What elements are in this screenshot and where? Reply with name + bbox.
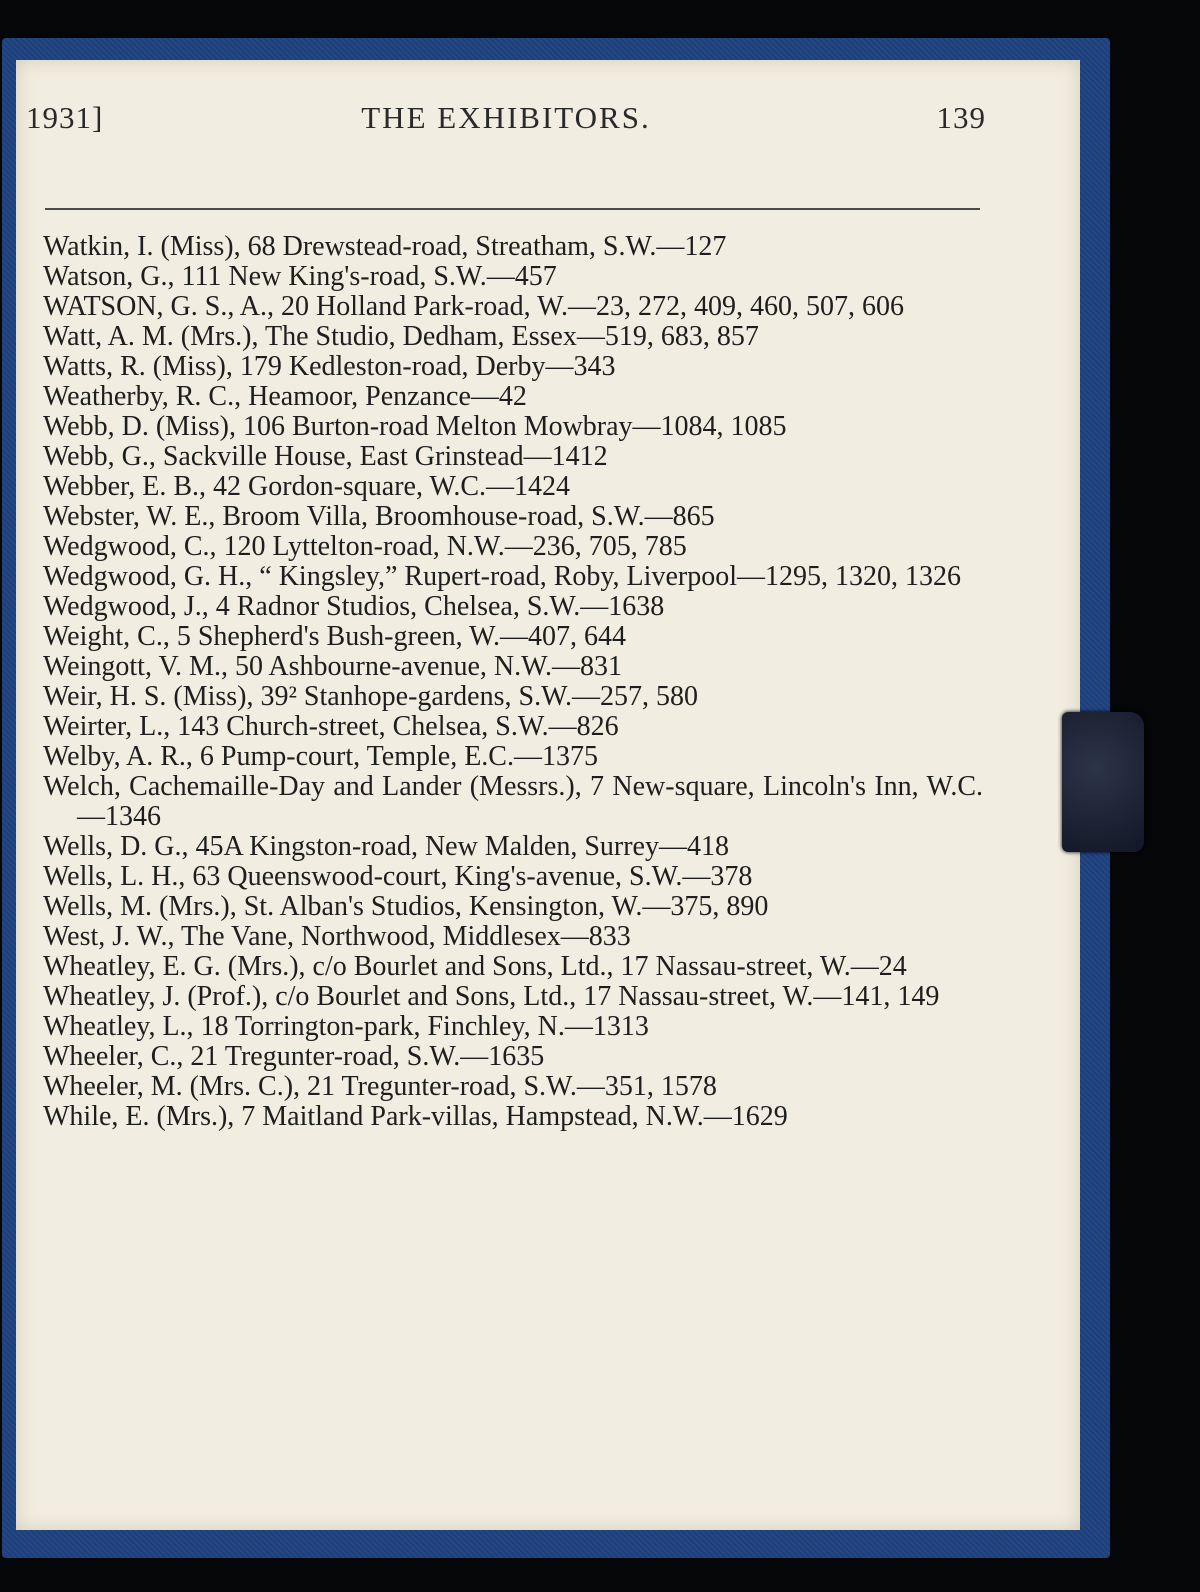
- list-item: Welby, A. R., 6 Pump-court, Temple, E.C.—1375: [43, 741, 598, 772]
- page-number: 139: [936, 100, 986, 135]
- list-item: West, J. W., The Vane, Northwood, Middlesex—833: [43, 921, 631, 952]
- header-rule: [45, 208, 980, 210]
- list-item: Wells, M. (Mrs.), St. Alban's Studios, Kensington, W.—375, 890: [43, 891, 769, 922]
- list-item: Webster, W. E., Broom Villa, Broomhouse-road, S.W.—865: [43, 501, 715, 532]
- list-item: Webb, G., Sackville House, East Grinstead—1412: [43, 441, 608, 472]
- list-item: Welch, Cachemaille-Day and Lander (Messrs.), 7 New-square, Lincoln's Inn, W.C.—1346: [43, 771, 983, 832]
- list-item: Wheatley, E. G. (Mrs.), c/o Bourlet and Sons, Ltd., 17 Nassau-street, W.—24: [43, 951, 907, 982]
- list-item: Wheatley, J. (Prof.), c/o Bourlet and Sons, Ltd., 17 Nassau-street, W.—141, 149: [43, 981, 940, 1012]
- list-item: Watson, G., 111 New King's-road, S.W.—457: [43, 261, 557, 292]
- list-item: Wheeler, C., 21 Tregunter-road, S.W.—1635: [43, 1041, 545, 1072]
- list-item: Weir, H. S. (Miss), 39² Stanhope-gardens, S.W.—257, 580: [43, 681, 698, 712]
- list-item: Wheatley, L., 18 Torrington-park, Finchley, N.—1313: [43, 1011, 649, 1042]
- list-item: Watt, A. M. (Mrs.), The Studio, Dedham, Essex—519, 683, 857: [43, 321, 759, 352]
- list-item: Wedgwood, G. H., “ Kingsley,” Rupert-road, Roby, Liverpool—1295, 1320, 1326: [43, 561, 961, 592]
- list-item: WATSON, G. S., A., 20 Holland Park-road, W.—23, 272, 409, 460, 507, 606: [43, 291, 904, 322]
- list-item: Wheeler, M. (Mrs. C.), 21 Tregunter-road, S.W.—351, 1578: [43, 1071, 717, 1102]
- exhibitor-list: [43, 232, 983, 1132]
- list-item: Weirter, L., 143 Church-street, Chelsea, S.W.—826: [43, 711, 619, 742]
- list-item: While, E. (Mrs.), 7 Maitland Park-villas, Hampstead, N.W.—1629: [43, 1101, 788, 1132]
- page-title: THE EXHIBITORS.: [361, 100, 651, 135]
- list-item: Weight, C., 5 Shepherd's Bush-green, W.—407, 644: [43, 621, 626, 652]
- list-item: Weingott, V. M., 50 Ashbourne-avenue, N.W.—831: [43, 651, 622, 682]
- bookmark-tab: [1062, 712, 1144, 852]
- list-item: Watkin, I. (Miss), 68 Drewstead-road, Streatham, S.W.—127: [43, 231, 727, 262]
- list-item: Webber, E. B., 42 Gordon-square, W.C.—1424: [43, 471, 570, 502]
- list-item: Wedgwood, C., 120 Lyttelton-road, N.W.—236, 705, 785: [43, 531, 687, 562]
- list-item: Wells, L. H., 63 Queenswood-court, King's-avenue, S.W.—378: [43, 861, 753, 892]
- running-header: [26, 100, 986, 140]
- list-item: Wells, D. G., 45A Kingston-road, New Malden, Surrey—418: [43, 831, 729, 862]
- list-item: Wedgwood, J., 4 Radnor Studios, Chelsea, S.W.—1638: [43, 591, 665, 622]
- header-year: 1931]: [26, 100, 104, 135]
- list-item: Weatherby, R. C., Heamoor, Penzance—42: [43, 381, 527, 412]
- list-item: Watts, R. (Miss), 179 Kedleston-road, Derby—343: [43, 351, 616, 382]
- list-item: Webb, D. (Miss), 106 Burton-road Melton Mowbray—1084, 1085: [43, 411, 787, 442]
